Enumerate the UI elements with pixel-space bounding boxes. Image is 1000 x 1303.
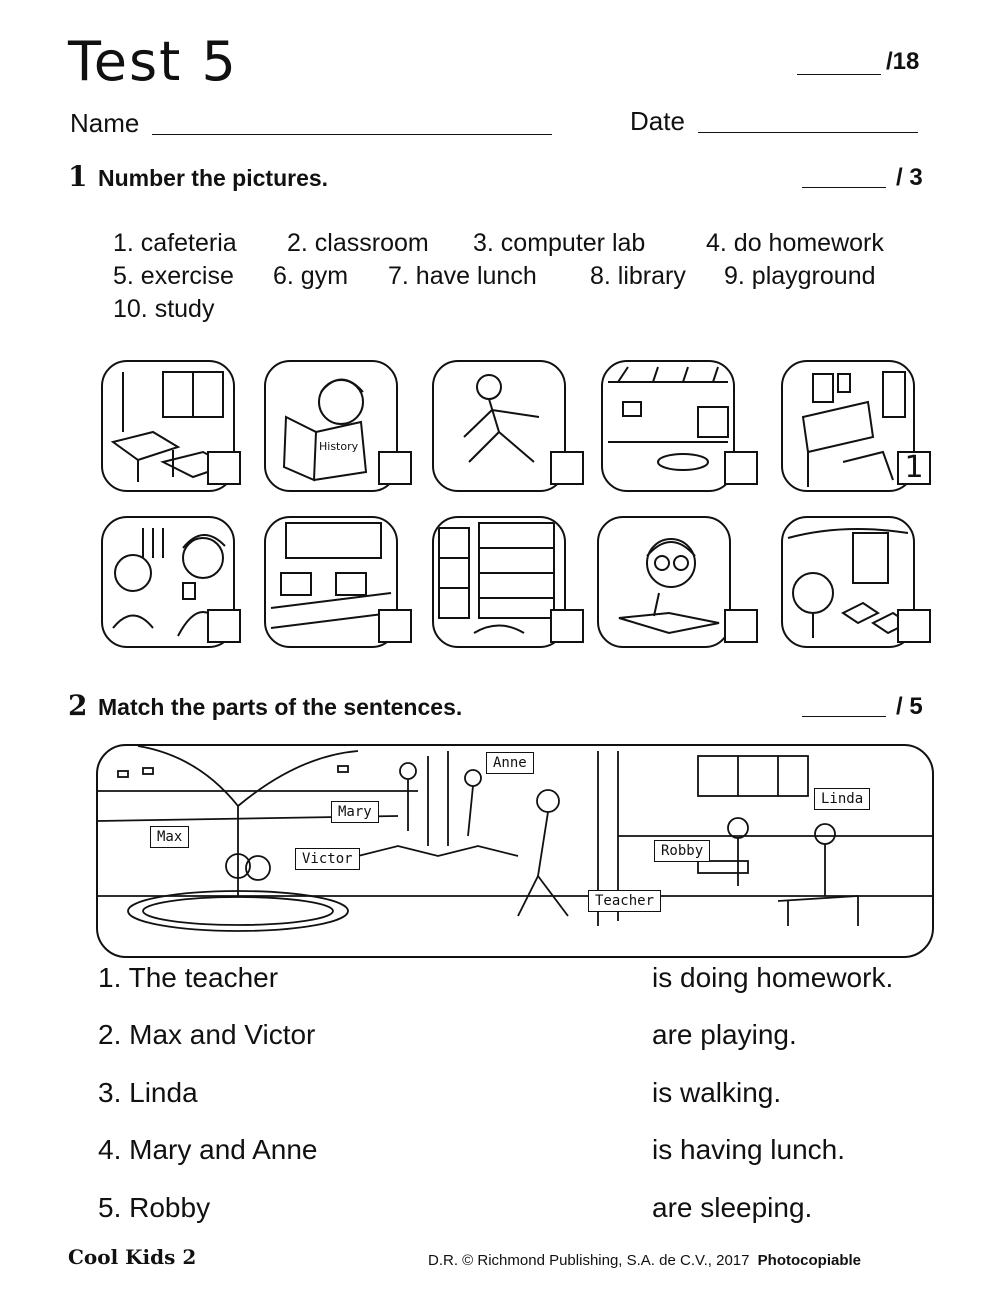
answer-box-2[interactable] [378,451,412,485]
picture-playground [781,516,915,648]
picture-library [432,516,566,648]
copyright: D.R. © Richmond Publishing, S.A. de C.V., 2017 [428,1252,750,1269]
sentence-start-2[interactable]: 2. Max and Victor [98,1019,316,1050]
answer-box-5[interactable]: 1 [897,451,931,485]
scene-label-max: Max [150,826,189,848]
copyright-text [428,1252,861,1269]
word-bank-item: 9. playground [724,262,876,290]
answer-box-10[interactable] [897,609,931,643]
picture-exercising [432,360,566,492]
name-label: Name [70,108,140,138]
exercise-1-instruction: Number the pictures. [98,165,329,191]
sentence-end-3[interactable]: is walking. [652,1077,782,1108]
exercise-2-number: 2 [68,689,88,722]
sentence-start-1[interactable]: 1. The teacher [98,962,279,993]
photocopiable-label: Photocopiable [757,1252,862,1269]
picture-cafeteria [781,360,915,492]
exercise-2-instruction: Match the parts of the sentences. [98,694,463,720]
picture-gym [601,360,735,492]
book-label: History [319,440,359,453]
answer-box-4[interactable] [724,451,758,485]
total-score-blank[interactable] [797,74,881,75]
word-bank-item: 5. exercise [113,262,234,290]
word-bank-item: 8. library [590,262,686,290]
sentence-start-3[interactable]: 3. Linda [98,1077,198,1108]
word-bank-item: 3. computer lab [473,229,646,257]
sentence-start-5[interactable]: 5. Robby [98,1192,211,1223]
scene-label-victor: Victor [295,848,360,870]
answer-box-7[interactable] [378,609,412,643]
scene-label-anne: Anne [486,752,534,774]
answer-box-8[interactable] [550,609,584,643]
answer-box-3[interactable] [550,451,584,485]
sentence-start-4[interactable]: 4. Mary and Anne [98,1134,318,1165]
school-scene [96,744,934,958]
answer-box-6[interactable] [207,609,241,643]
test-title: Test 5 [68,30,238,93]
word-bank-item: 10. study [113,295,215,323]
answer-box-9[interactable] [724,609,758,643]
sentence-end-5[interactable]: are sleeping. [652,1192,813,1223]
sentence-end-1[interactable]: is doing homework. [652,962,894,993]
total-score-label: /18 [886,48,920,75]
exercise-1-score-blank[interactable] [802,187,886,188]
scene-label-robby: Robby [654,840,710,862]
exercise-2-score: / 5 [896,693,923,720]
brand-logo: Cool Kids 2 [68,1245,197,1269]
date-field[interactable] [698,132,918,133]
name-field[interactable] [152,134,552,135]
date-label: Date [630,106,685,136]
exercise-2-score-blank[interactable] [802,716,886,717]
word-bank-item: 7. have lunch [388,262,537,290]
scene-label-linda: Linda [814,788,870,810]
scene-label-teacher: Teacher [588,890,661,912]
exercise-1-number: 1 [68,160,88,193]
sentence-end-2[interactable]: are playing. [652,1019,797,1050]
word-bank-item: 1. cafeteria [113,229,237,257]
word-bank-item: 6. gym [273,262,349,290]
word-bank-item: 2. classroom [287,229,429,257]
scene-label-mary: Mary [331,801,379,823]
answer-box-1[interactable] [207,451,241,485]
sentence-end-4[interactable]: is having lunch. [652,1134,846,1165]
picture-doing-homework [597,516,731,648]
word-bank-item: 4. do homework [706,229,884,257]
exercise-1-score: / 3 [896,164,923,191]
